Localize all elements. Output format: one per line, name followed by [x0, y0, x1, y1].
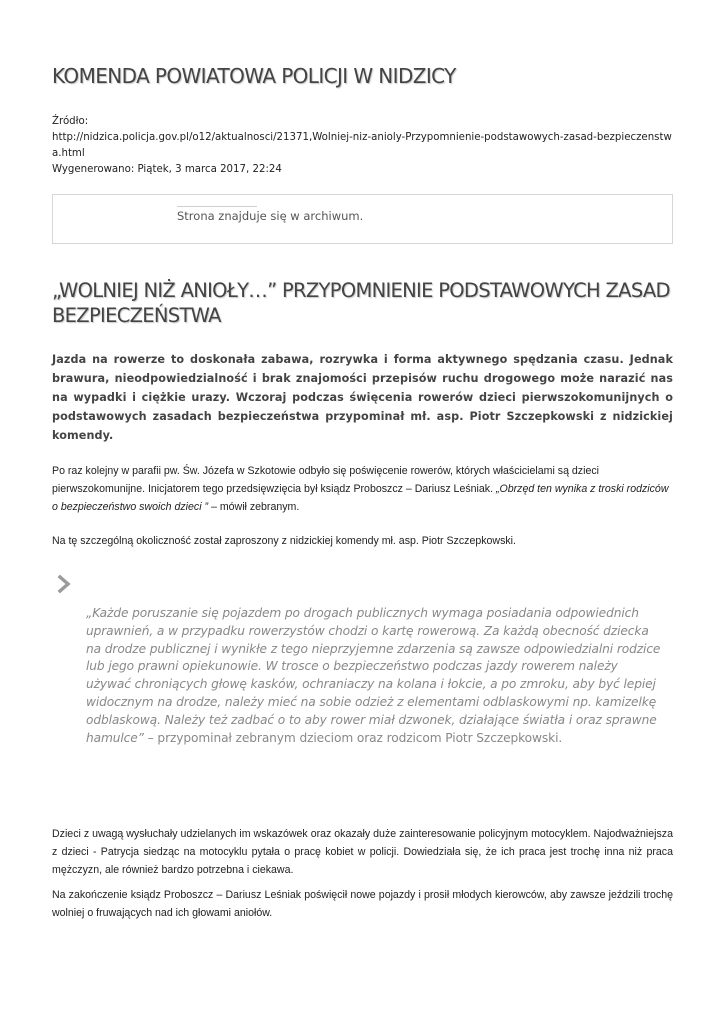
quote-attribution: – przypominał zebranym dzieciom oraz rodzicom Piotr Szczepkowski. [143, 730, 563, 745]
article-lead: Jazda na rowerze to doskonała zabawa, rozrywka i forma aktywnego spędzania czasu. Jednak brawura, nieodpowiedzialność i brak znajomości przepisów ruchu drogowego może narazić nas na wypadki i ciężkie urazy. Wczoraj podczas święcenia rowerów dzieci pierwszokomunijnych o podstawowych zasadach bezpieczeństwa przypominał mł. asp. Piotr Szczepkowski z nidzickiej komendy. [52, 353, 673, 442]
generated-date: Wygenerowano: Piątek, 3 marca 2017, 22:24 [52, 164, 282, 175]
source-label: Źródło: [52, 116, 89, 127]
archive-notice-box [52, 194, 673, 244]
quote-text: „Każde poruszanie się pojazdem po drogach publicznych wymaga posiadania odpowiednich uprawnień, a w przypadku rowerzystów chodzi o kartę rowerową. Za każdą obecność dziecka na drodze publicznej i wynikłe z tego nieprzyjemne zdarzenia są zawsze odpowiedzialni rodzice lub jego prawni opiekunowie. W trosce o bezpieczeństwo podczas jazdy rowerem należy używać chroniących głowę kasków, ochraniaczy na kolana i łokcie, a po zmroku, aby być lepiej widocznym na drodze, należy mieć na sobie odzież z elementami odblaskowymi np. kamizelkę odblaskową. Należy też zadbać o to aby rower miał dzwonek, działające światła i oraz sprawne hamulce” [86, 606, 661, 745]
archive-notice: Strona znajduje się w archiwum. [177, 209, 364, 223]
blockquote [86, 605, 666, 747]
paragraph-text-end: – mówił zebranym. [208, 501, 300, 513]
archive-divider [177, 206, 257, 207]
source-url[interactable]: http://nidzica.policja.gov.pl/o12/aktualnosci/21371,Wolniej-niz-anioly-Przypomnienie-podstawowych-zasad-bezpieczenstwa.html [52, 132, 672, 159]
article-paragraph: Na zakończenie ksiądz Proboszcz – Dariusz Leśniak poświęcił nowe pojazdy i prosił młodych kierowców, aby zawsze jeździli trochę wolniej o fruwających nad ich głowami aniołów. [52, 889, 673, 919]
article-paragraph: Dzieci z uwagą wysłuchały udzielanych im wskazówek oraz okazały duże zainteresowanie policyjnym motocyklem. Najodważniejsza z dzieci - Patrycja siedząc na motocyklu pytała o pracę kobiet w policji. Dowiedziała się, że ich praca jest trochę inna niż praca mężczyzn, ale również bardzo potrzebna i ciekawa. [52, 828, 673, 876]
inline-quote: „Obrzęd ten wynika z troski rodziców o bezpieczeństwo swoich dzieci ” [52, 483, 669, 513]
article-title: „WOLNIEJ NIŻ ANIOŁY…” PRZYPOMNIENIE PODSTAWOWYCH ZASAD BEZPIECZEŃSTWA [52, 279, 670, 327]
document-meta [52, 114, 673, 178]
site-title: KOMENDA POWIATOWA POLICJI W NIDZICY [52, 64, 456, 88]
article-paragraph [52, 462, 673, 516]
article-paragraph: Na tę szczególną okoliczność został zaproszony z nidzickiej komendy mł. asp. Piotr Szczepkowski. [52, 535, 516, 547]
chevron-right-icon [57, 574, 71, 594]
paragraph-text: Po raz kolejny w parafii pw. Św. Józefa w Szkotowie odbyło się poświęcenie rowerów, których właścicielami są dzieci pierwszokomunijne. Inicjatorem tego przedsięwzięcia był ksiądz Proboszcz – Dariusz Leśniak. [52, 465, 599, 495]
